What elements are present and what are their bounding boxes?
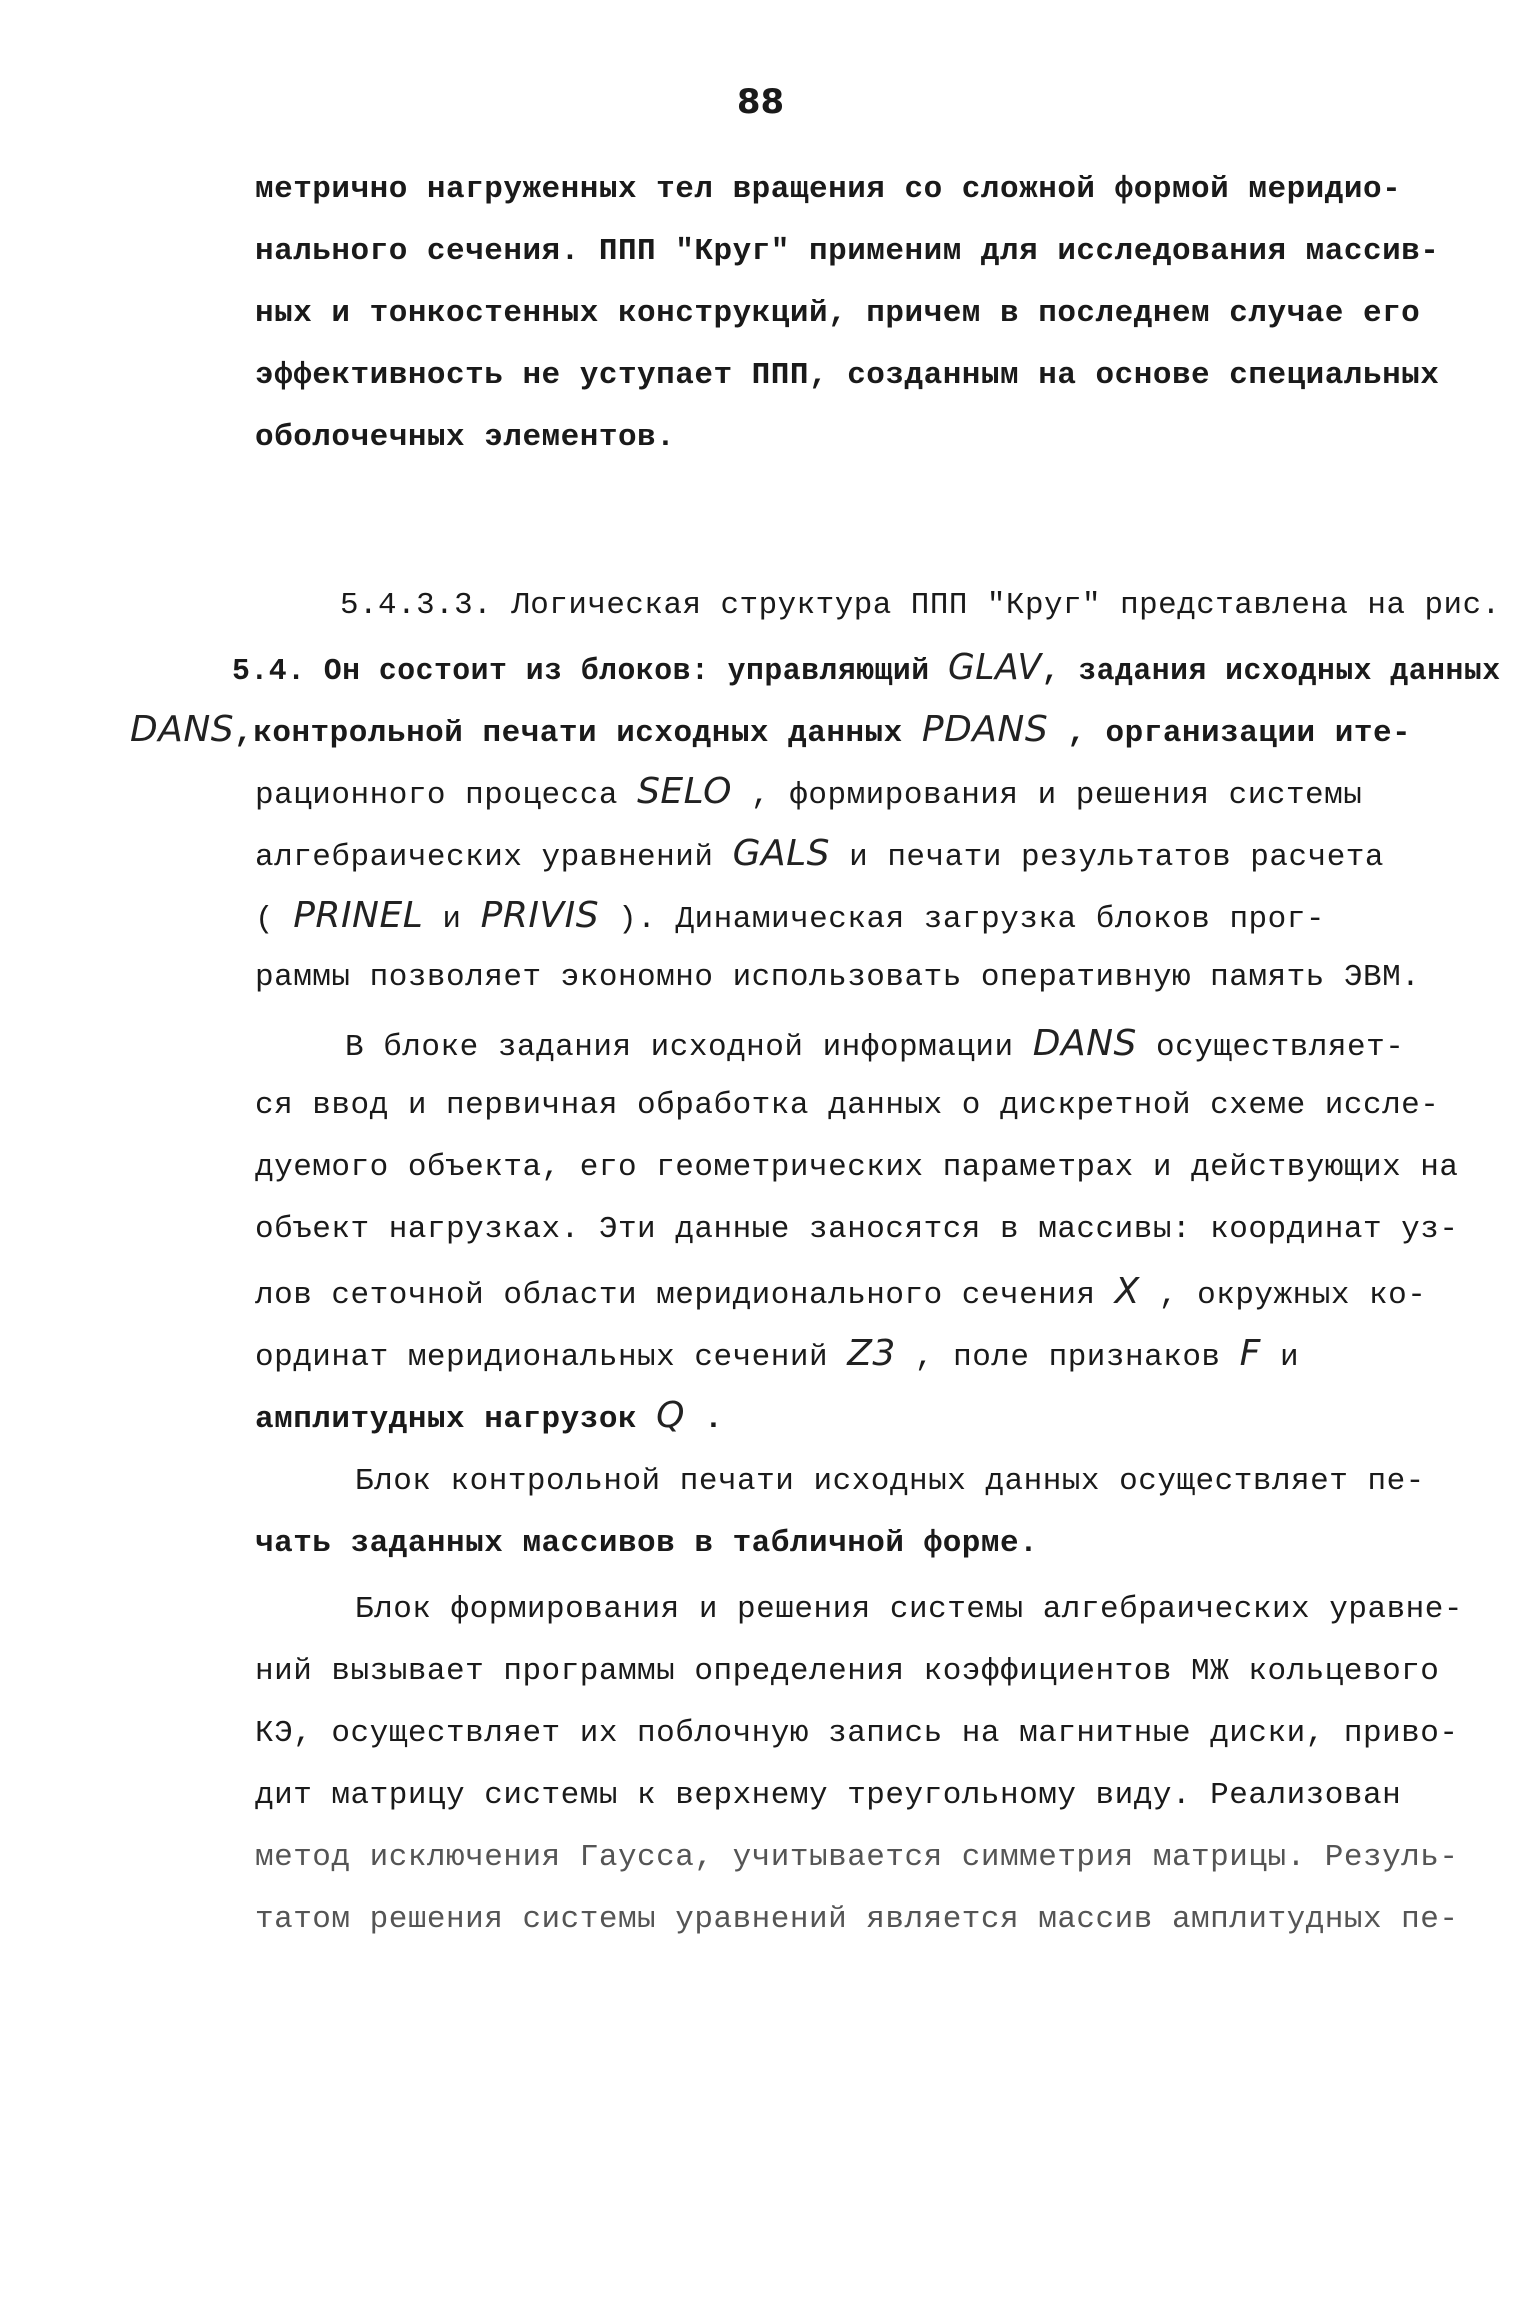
text-segment: , организации ите- (1048, 716, 1412, 751)
text-segment: осуществляет- (1136, 1030, 1405, 1065)
text-line (232, 648, 1501, 692)
handwritten-block-name: PDANS (921, 709, 1049, 750)
text-line: оболочечных элементов. (255, 420, 676, 455)
text-segment: , поле признаков (895, 1340, 1240, 1375)
handwritten-variable: Q (656, 1395, 686, 1436)
text-line: ся ввод и первичная обработка данных о дискретной схеме иссле- (255, 1088, 1440, 1123)
text-segment: , формирования и решения системы (731, 778, 1363, 813)
page-number: 88 (736, 82, 785, 122)
text-segment: 5.4. Он состоит из блоков: управляющий (232, 654, 948, 689)
text-line (255, 834, 1384, 878)
text-line: метрично нагруженных тел вращения со сложной формой меридио- (255, 172, 1402, 207)
text-line (255, 1396, 723, 1440)
handwritten-block-name: DANS (1032, 1023, 1137, 1064)
text-line: ных и тонкостенных конструкций, причем в последнем случае его (255, 296, 1421, 331)
handwritten-block-name: PRINEL (293, 895, 424, 936)
handwritten-variable: X (1114, 1271, 1140, 1312)
text-line: Блок контрольной печати исходных данных осуществляет пе- (355, 1464, 1425, 1499)
text-segment: амплитудных нагрузок (255, 1402, 657, 1437)
text-line: раммы позволяет экономно использовать оперативную память ЭВМ. (255, 960, 1421, 995)
text-line: объект нагрузках. Эти данные заносятся в массивы: координат уз- (255, 1212, 1459, 1247)
text-segment: , задания исходных данных (1041, 654, 1501, 689)
handwritten-variable: F (1239, 1333, 1261, 1374)
text-segment: и (1260, 1340, 1300, 1375)
text-line: нального сечения. ППП "Круг" применим для исследования массив- (255, 234, 1440, 269)
text-segment: ). Динамическая загрузка блоков прог- (599, 902, 1325, 937)
text-segment: . (685, 1402, 724, 1437)
text-segment: ( (255, 902, 294, 937)
text-line: метод исключения Гаусса, учитывается симметрия матрицы. Резуль- (255, 1840, 1459, 1875)
text-segment: и (423, 902, 481, 937)
text-line (255, 896, 1325, 940)
text-segment: , окружных ко- (1139, 1278, 1427, 1313)
text-line: 5.4.3.3. Логическая структура ППП "Круг" представлена на рис. (340, 588, 1501, 623)
text-line: КЭ, осуществляет их поблочную запись на магнитные диски, приво- (255, 1716, 1459, 1751)
text-line (345, 1024, 1404, 1068)
handwritten-block-name: PRIVIS (480, 895, 600, 936)
handwritten-variable: Z3 (847, 1333, 896, 1374)
text-segment: ординат меридиональных сечений (255, 1340, 848, 1375)
text-segment: В блоке задания исходной информации (345, 1030, 1033, 1065)
text-line: Блок формирования и решения системы алгебраических уравне- (355, 1592, 1463, 1627)
text-line: ний вызывает программы определения коэффициентов МЖ кольцевого (255, 1654, 1440, 1689)
text-line (130, 710, 1411, 754)
handwritten-block-name: GALS (732, 833, 831, 874)
text-segment: и печати результатов расчета (830, 840, 1385, 875)
text-line: эффективность не уступает ППП, созданным на основе специальных (255, 358, 1440, 393)
text-line (255, 772, 1362, 816)
text-line (255, 1272, 1426, 1316)
handwritten-block-name: DANS (130, 709, 235, 750)
text-line: дуемого объекта, его геометрических параметрах и действующих на (255, 1150, 1459, 1185)
handwritten-block-name: GLAV (947, 647, 1042, 688)
handwritten-block-name: SELO (637, 771, 732, 812)
text-line: дит матрицу системы к верхнему треугольному виду. Реализован (255, 1778, 1402, 1813)
text-line: татом решения системы уравнений является массив амплитудных пе- (255, 1902, 1459, 1937)
text-segment: ,контрольной печати исходных данных (234, 716, 922, 751)
text-segment: алгебраических уравнений (255, 840, 733, 875)
text-segment: лов сеточной области меридионального сечения (255, 1278, 1115, 1313)
text-segment: рационного процесса (255, 778, 638, 813)
text-line (255, 1334, 1299, 1378)
text-line: чать заданных массивов в табличной форме. (255, 1526, 1039, 1561)
